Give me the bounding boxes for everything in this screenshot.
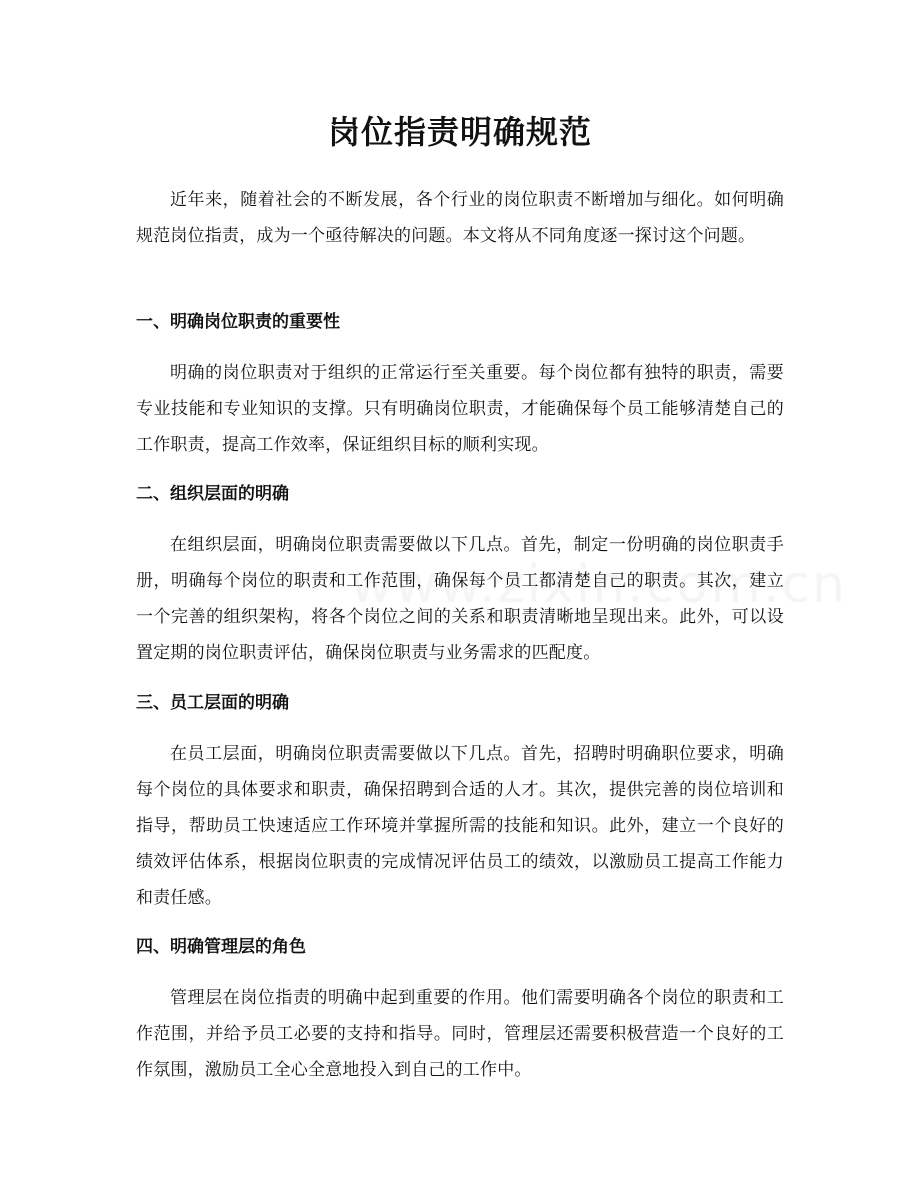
section-body-3: 在员工层面，明确岗位职责需要做以下几点。首先，招聘时明确职位要求，明确每个岗位的具体要求和职责，确保招聘到合适的人才。其次，提供完善的岗位培训和指导，帮助员工快速适应工作环境并掌握所需的技能和知识。此外，建立一个良好的绩效评估体系，根据岗位职责的完成情况评估员工的绩效，以激励员工提高工作能力和责任感。	[136, 744, 784, 908]
section-body-4: 管理层在岗位指责的明确中起到重要的作用。他们需要明确各个岗位的职责和工作范围，并给予员工必要的支持和指导。同时，管理层还需要积极营造一个良好的工作氛围，激励员工全心全意地投入到自己的工作中。	[136, 988, 784, 1080]
section-heading-4: 四、明确管理层的角色	[136, 937, 306, 957]
section-heading-1: 一、明确岗位职责的重要性	[136, 312, 340, 332]
section-heading-2: 二、组织层面的明确	[136, 484, 289, 504]
section-heading-3: 三、员工层面的明确	[136, 693, 289, 713]
document-title: 岗位指责明确规范	[327, 113, 592, 151]
intro-paragraph: 近年来，随着社会的不断发展，各个行业的岗位职责不断增加与细化。如何明确规范岗位指责，成为一个亟待解决的问题。本文将从不同角度逐一探讨这个问题。	[136, 190, 784, 246]
section-body-2: 在组织层面，明确岗位职责需要做以下几点。首先，制定一份明确的岗位职责手册，明确每个岗位的职责和工作范围，确保每个员工都清楚自己的职责。其次，建立一个完善的组织架构，将各个岗位之间的关系和职责清晰地呈现出来。此外，可以设置定期的岗位职责评估，确保岗位职责与业务需求的匹配度。	[136, 535, 784, 663]
section-body-1: 明确的岗位职责对于组织的正常运行至关重要。每个岗位都有独特的职责，需要专业技能和专业知识的支撑。只有明确岗位职责，才能确保每个员工能够清楚自己的工作职责，提高工作效率，保证组织目标的顺利实现。	[136, 363, 784, 455]
